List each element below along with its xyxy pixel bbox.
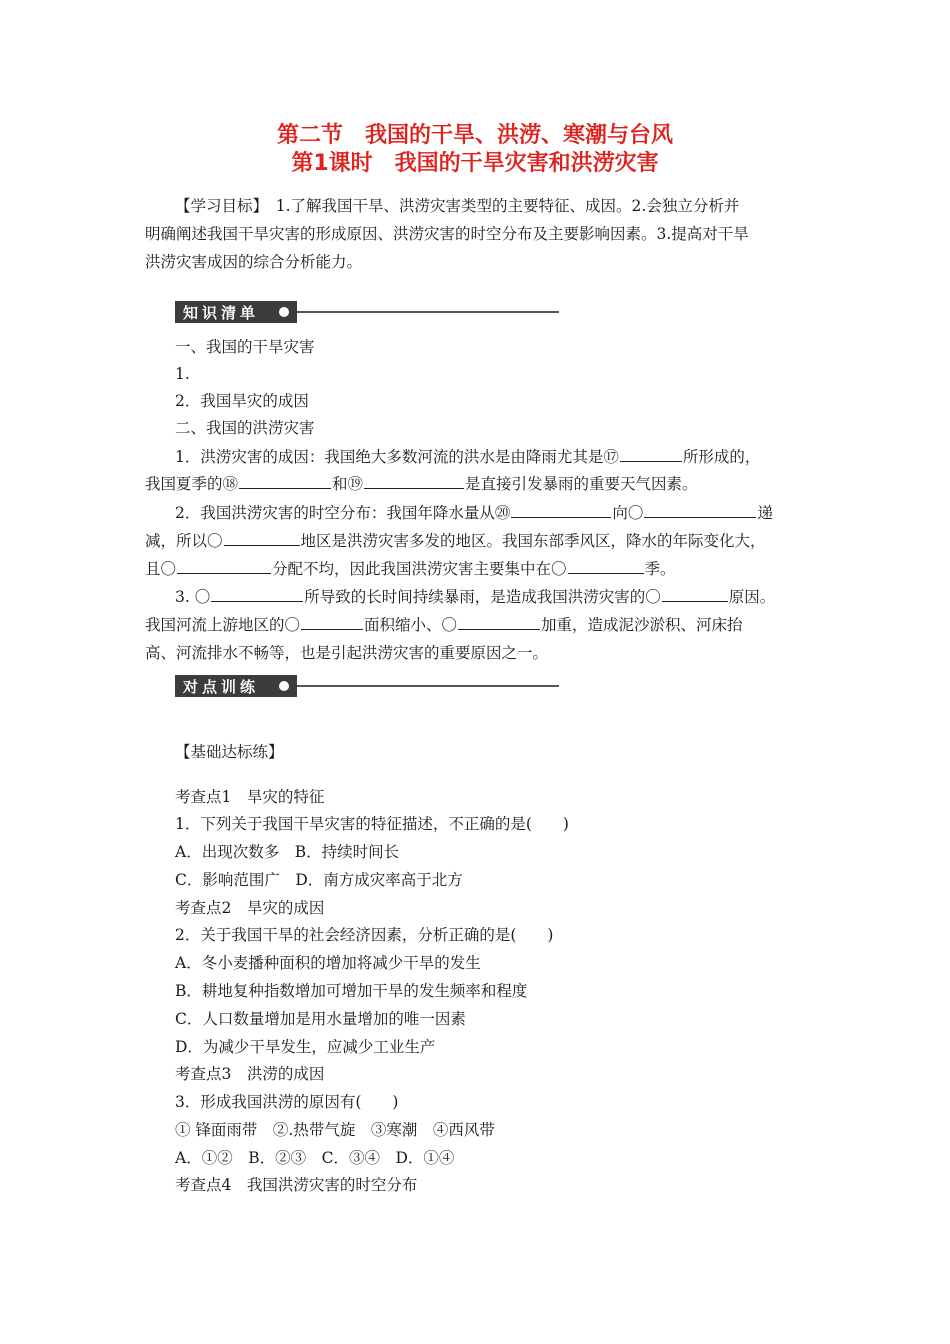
- lesson-title: 第1课时 我国的干旱灾害和洪涝灾害: [291, 151, 659, 176]
- blank-field[interactable]: [511, 502, 611, 518]
- question-2-option-a: A．冬小麦播种面积的增加将减少干旱的发生: [175, 954, 481, 972]
- page-title: 第二节 我国的干旱、洪涝、寒潮与台风: [276, 123, 673, 148]
- checkpoint-1: 考查点1 旱灾的特征: [175, 788, 325, 806]
- blank-field[interactable]: [644, 502, 756, 518]
- paragraph-1-line1: 1．洪涝灾害的成因：我国绝大多数河流的洪水是由降雨尤其是⑰ 所形成的，: [175, 448, 761, 466]
- objectives-line1: 【学习目标】 1.了解我国干旱、洪涝灾害类型的主要特征、成因。2.会独立分析并: [175, 197, 740, 215]
- question-3-items: ① 锋面雨带 ②.热带气旋 ③寒潮 ④西风带: [175, 1121, 495, 1139]
- checkpoint-2: 考查点2 旱灾的成因: [175, 899, 325, 917]
- blank-field[interactable]: [620, 446, 682, 462]
- blank-field[interactable]: [211, 586, 303, 602]
- question-1-options-ab: A．出现次数多 B．持续时间长: [175, 843, 400, 861]
- section-tab: 知识清单: [175, 301, 297, 323]
- item-2: 2．我国旱灾的成因: [175, 392, 309, 410]
- blank-field[interactable]: [239, 473, 331, 489]
- blank-field[interactable]: [662, 586, 728, 602]
- section-rule: [297, 311, 559, 313]
- question-1: 1．下列关于我国干旱灾害的特征描述，不正确的是( ): [175, 815, 569, 833]
- objectives-line3: 洪涝灾害成因的综合分析能力。: [145, 253, 363, 271]
- paragraph-2-line1: 2．我国洪涝灾害的时空分布：我国年降水量从⑳ 向〇 递: [175, 504, 773, 522]
- dot-icon: [279, 307, 289, 317]
- question-2-option-c: C．人口数量增加是用水量增加的唯一因素: [175, 1010, 466, 1028]
- paragraph-3-line3: 高、河流排水不畅等，也是引起洪涝灾害的重要原因之一。: [145, 644, 549, 662]
- blank-field[interactable]: [364, 473, 464, 489]
- dot-icon: [279, 681, 289, 691]
- paragraph-3-line1: 3. 〇 所导致的长时间持续暴雨，是造成我国洪涝灾害的〇 原因。: [175, 588, 776, 606]
- heading-drought: 一、我国的干旱灾害: [175, 338, 315, 356]
- section-tab: 对点训练: [175, 675, 297, 697]
- item-1: 1.: [175, 365, 190, 383]
- checkpoint-3: 考查点3 洪涝的成因: [175, 1065, 325, 1083]
- paragraph-3-line2: 我国河流上游地区的〇 面积缩小、〇 加重，造成泥沙淤积、河床抬: [145, 616, 743, 634]
- paragraph-1-line2: 我国夏季的⑱ 和⑲ 是直接引发暴雨的重要天气因素。: [145, 475, 698, 493]
- section-rule: [297, 685, 559, 687]
- paragraph-2-line3: 且〇 分配不均，因此我国洪涝灾害主要集中在〇 季。: [145, 560, 676, 578]
- heading-flood: 二、我国的洪涝灾害: [175, 419, 315, 437]
- question-3: 3．形成我国洪涝的原因有( ): [175, 1093, 399, 1111]
- paragraph-2-line2: 减，所以〇 地区是洪涝灾害多发的地区。我国东部季风区，降水的年际变化大，: [145, 532, 766, 550]
- question-1-options-cd: C．影响范围广 D．南方成灾率高于北方: [175, 871, 463, 889]
- objectives-line2: 明确阐述我国干旱灾害的形成原因、洪涝灾害的时空分布及主要影响因素。3.提高对干旱: [145, 225, 749, 243]
- basic-practice-label: 【基础达标练】: [175, 743, 284, 761]
- question-3-answers: A．①② B．②③ C．③④ D．①④: [175, 1149, 455, 1167]
- knowledge-section-header: [175, 301, 559, 323]
- blank-field[interactable]: [568, 558, 644, 574]
- blank-field[interactable]: [458, 614, 540, 630]
- blank-field[interactable]: [224, 530, 300, 546]
- checkpoint-4: 考查点4 我国洪涝灾害的时空分布: [175, 1176, 418, 1194]
- question-2-option-b: B．耕地复种指数增加可增加干旱的发生频率和程度: [175, 982, 528, 1000]
- objectives-label: 【学习目标】: [175, 197, 261, 215]
- blank-field[interactable]: [301, 614, 363, 630]
- question-2: 2．关于我国干旱的社会经济因素，分析正确的是( ): [175, 926, 554, 944]
- question-2-option-d: D．为减少干旱发生，应减少工业生产: [175, 1038, 436, 1056]
- practice-section-header: [175, 675, 559, 697]
- blank-field[interactable]: [177, 558, 271, 574]
